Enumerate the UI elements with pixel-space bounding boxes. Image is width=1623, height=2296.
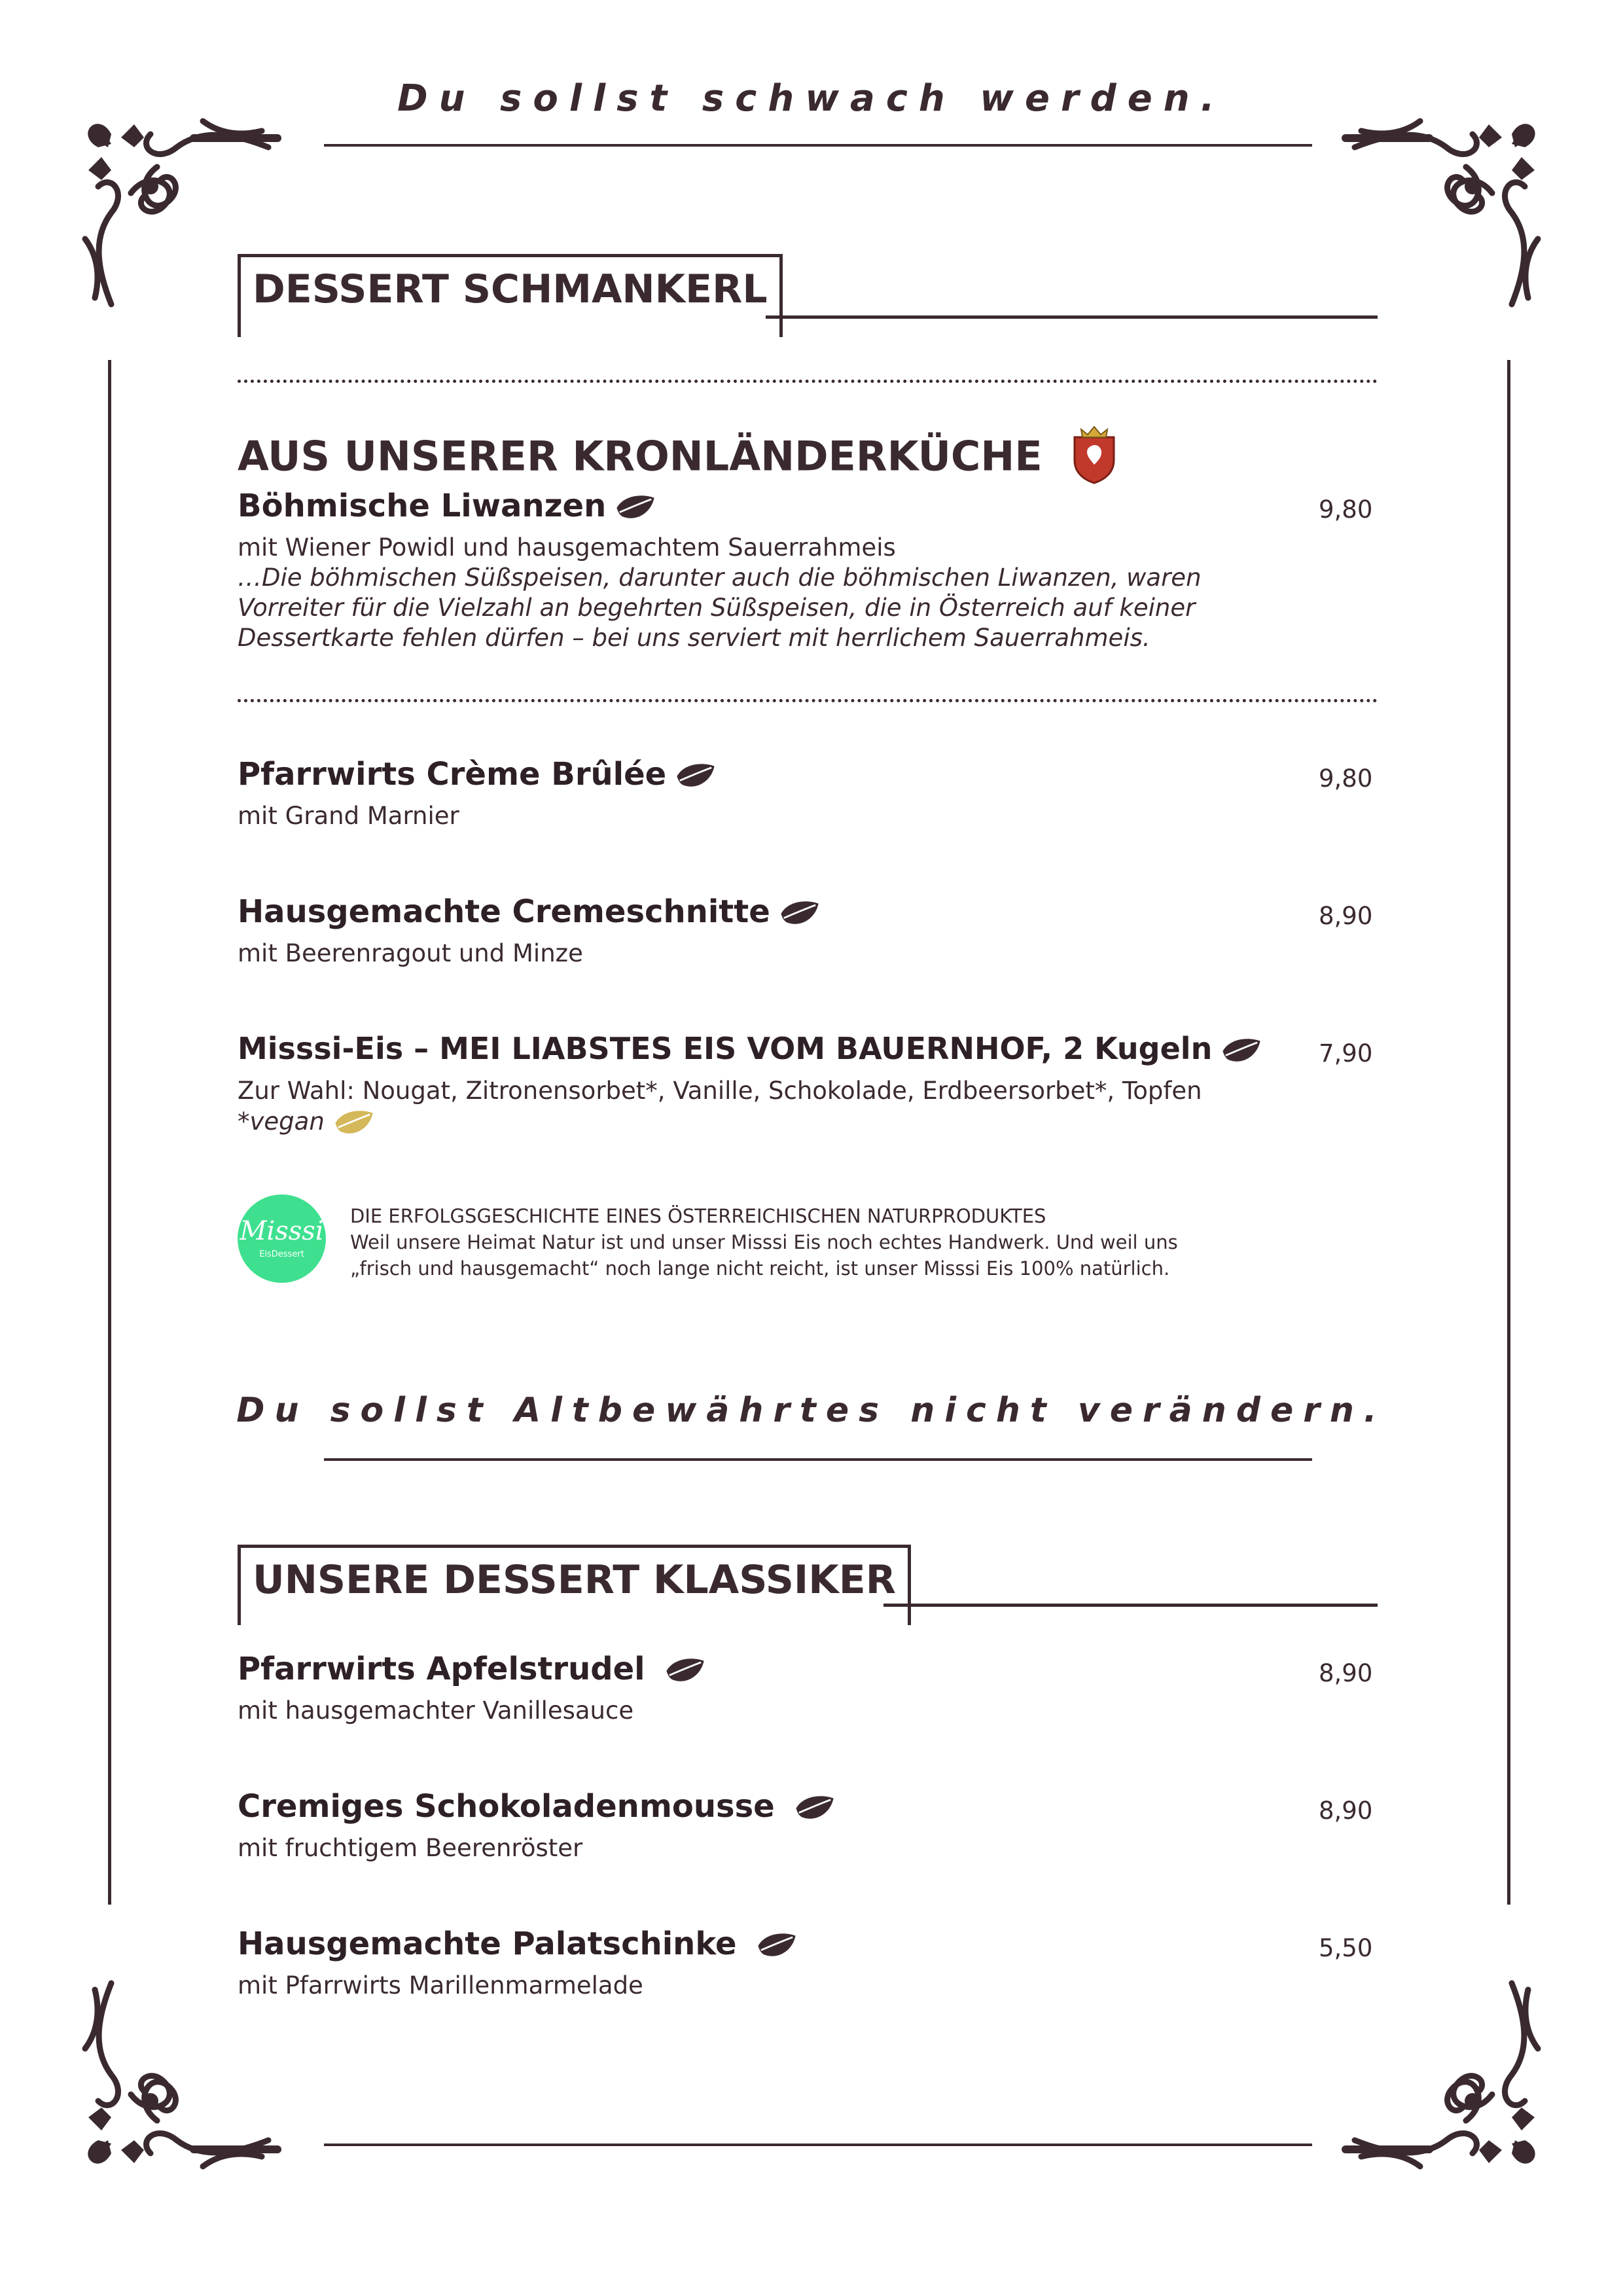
misssi-info-line: „frisch und hausgemacht“ noch lange nicht reicht, ist unser Misssi Eis 100% natürlich. <box>350 1257 1170 1280</box>
menu-item-description: mit fruchtigem Beerenröster <box>238 1834 583 1862</box>
menu-item-price: 9,80 <box>1319 764 1373 793</box>
leaf-icon <box>755 1931 798 1960</box>
leaf-icon <box>664 1657 707 1685</box>
misssi-info-line: DIE ERFOLGSGESCHICHTE EINES ÖSTERREICHISCHEN NATURPRODUKTES <box>350 1205 1046 1227</box>
menu-item-price: 8,90 <box>1319 902 1373 930</box>
header-tagline: Du sollst schwach werden. <box>397 77 1226 120</box>
menu-item-description: Zur Wahl: Nougat, Zitronensorbet*, Vanille, Schokolade, Erdbeersorbet*, Topfen <box>238 1077 1202 1105</box>
menu-item-description: mit Grand Marnier <box>238 802 459 830</box>
leaf-icon <box>1220 1037 1263 1066</box>
menu-item-price: 8,90 <box>1319 1797 1373 1825</box>
vegan-leaf-icon <box>332 1109 376 1138</box>
menu-item-price: 7,90 <box>1319 1039 1373 1067</box>
section-rule <box>883 1604 1378 1607</box>
misssi-info-line: Weil unsere Heimat Natur ist und unser Misssi Eis noch echtes Handwerk. Und weil uns <box>350 1231 1178 1253</box>
vegan-note: *vegan <box>238 1107 376 1138</box>
section-title-dessert-schmankerl: DESSERT SCHMANKERL <box>238 254 783 337</box>
misssi-logo-subtext: EisDessert <box>259 1249 304 1259</box>
subsection-title <box>238 424 1120 494</box>
misssi-logo-text: Misssi <box>240 1216 324 1246</box>
bottom-border-line <box>324 2144 1312 2146</box>
menu-item-price: 8,90 <box>1319 1659 1373 1687</box>
menu-item-description: mit Pfarrwirts Marillenmarmelade <box>238 1971 643 2000</box>
top-border-line <box>324 144 1312 147</box>
menu-item-name: Hausgemachte Palatschinke <box>238 1926 798 1962</box>
section-rule <box>766 315 1378 319</box>
leaf-icon <box>614 493 657 522</box>
menu-item-price: 5,50 <box>1319 1934 1373 1962</box>
menu-item-description: mit hausgemachter Vanillesauce <box>238 1696 634 1725</box>
story-line: …Die böhmischen Süßspeisen, darunter auch die böhmischen Liwanzen, waren <box>238 564 1202 592</box>
story-line: Vorreiter für die Vielzahl an begehrten Süßspeisen, die in Österreich auf keiner <box>238 594 1196 622</box>
crest-icon <box>1068 424 1120 494</box>
story-line: Dessertkarte fehlen dürfen – bei uns serviert mit herrlichem Sauerrahmeis. <box>238 624 1150 652</box>
menu-item-name: Böhmische Liwanzen <box>238 488 657 524</box>
menu-item-description: mit Wiener Powidl und hausgemachtem Sauerrahmeis <box>238 533 896 562</box>
leaf-icon <box>778 899 821 928</box>
misssi-logo <box>238 1194 326 1283</box>
menu-item-story <box>238 563 1219 653</box>
dotted-divider <box>238 699 1378 702</box>
section-title-dessert-klassiker: UNSERE DESSERT KLASSIKER <box>238 1545 911 1625</box>
menu-item-name: Cremiges Schokoladenmousse <box>238 1788 836 1825</box>
dotted-divider <box>238 380 1378 383</box>
misssi-info <box>350 1203 1178 1282</box>
menu-item-name: Misssi-Eis – MEI LIABSTES EIS VOM BAUERNHOF, 2 Kugeln <box>238 1031 1263 1066</box>
corner-ornament-top-right <box>1342 108 1551 317</box>
corner-ornament-bottom-right <box>1342 1970 1551 2179</box>
right-border-line <box>1507 360 1510 1905</box>
corner-ornament-bottom-left <box>72 1970 281 2179</box>
menu-item-name: Hausgemachte Cremeschnitte <box>238 893 821 930</box>
menu-item-description: mit Beerenragout und Minze <box>238 939 583 967</box>
middle-tagline: Du sollst Altbewährtes nicht verändern. <box>236 1391 1387 1430</box>
left-border-line <box>108 360 111 1905</box>
leaf-icon <box>793 1794 836 1823</box>
menu-item-name: Pfarrwirts Apfelstrudel <box>238 1651 707 1687</box>
leaf-icon <box>674 762 717 791</box>
middle-tagline-rule <box>324 1458 1312 1461</box>
menu-item-name: Pfarrwirts Crème Brûlée <box>238 756 717 793</box>
menu-item-price: 9,80 <box>1319 495 1373 524</box>
subsection-title-text: AUS UNSERER KRONLÄNDERKÜCHE <box>238 432 1043 480</box>
